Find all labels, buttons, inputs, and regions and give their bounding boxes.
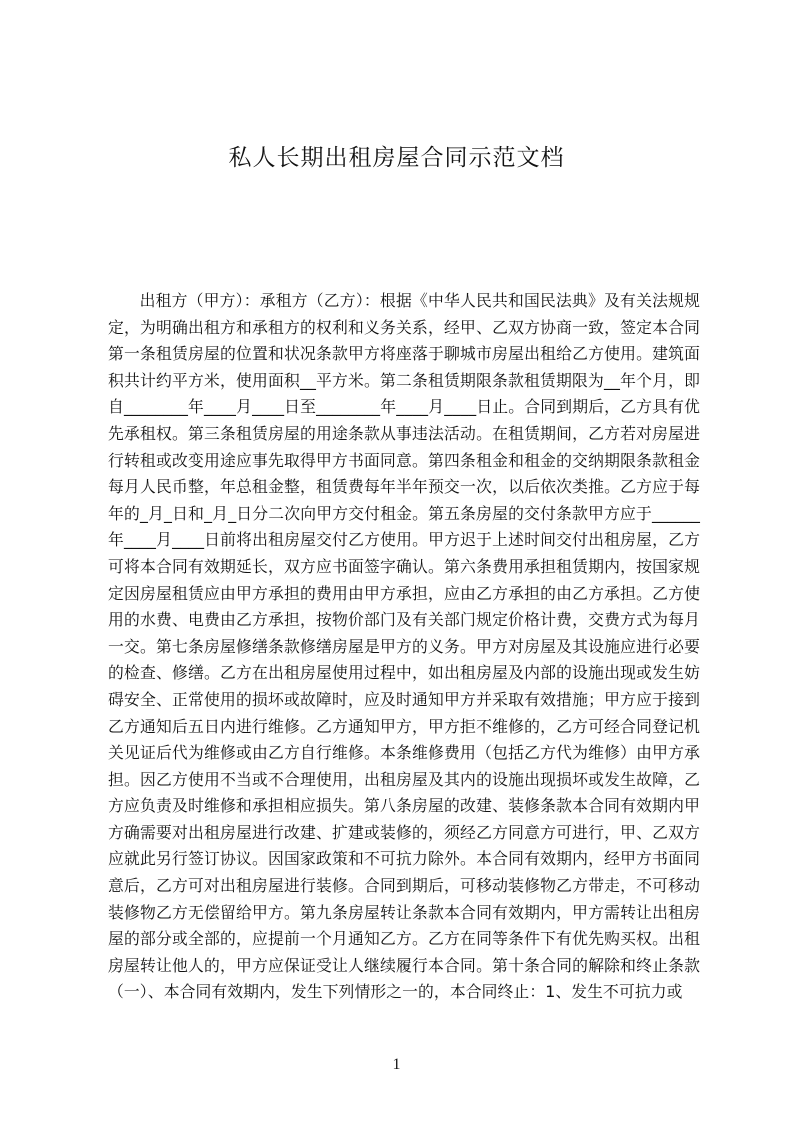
page-number: 1 — [392, 1056, 401, 1073]
contract-body-text: 出租方（甲方）：承租方（乙方）：根据《中华人民共和国民法典》及有关法规规定，为明确出租方和承租方的权利和义务关系，经甲、乙双方协商一致，签定本合同第一条租赁房屋的位置和状况条款甲方将座落于聊城市房屋出租给乙方使用。建筑面积共计约平方米，使用面积__平方米。第二条租赁期限条款租赁期限为__年个月，即自________年____月____日至________年____月____日止。合同到期后，乙方具有优先承租权。第三条租赁房屋的用途条款从事违法活动。在租赁期间，乙方若对房屋进行转租或改变用途应事先取得甲方书面同意。第四条租金和租金的交纳期限条款租金每月人民币整，年总租金整，租赁费每年半年预交一次，以后依次类推。乙方应于每年的_月_日和_月_日分二次向甲方交付租金。第五条房屋的交付条款甲方应于______年____月____日前将出租房屋交付乙方使用。甲方迟于上述时间交付出租房屋，乙方可将本合同有效期延长，双方应书面签字确认。第六条费用承担租赁期内，按国家规定因房屋租赁应由甲方承担的费用由甲方承担，应由乙方承担的由乙方承担。乙方使用的水费、电费由乙方承担，按物价部门及有关部门规定价格计费，交费方式为每月一交。第七条房屋修缮条款修缮房屋是甲方的义务。甲方对房屋及其设施应进行必要的检查、修缮。乙方在出租房屋使用过程中，如出租房屋及内部的设施出现或发生妨碍安全、正常使用的损坏或故障时，应及时通知甲方并采取有效措施；甲方应于接到乙方通知后五日内进行维修。乙方通知甲方，甲方拒不维修的，乙方可经合同登记机关见证后代为维修或由乙方自行维修。本条维修费用（包括乙方代为维修）由甲方承担。因乙方使用不当或不合理使用，出租房屋及其内的设施出现损坏或发生故障，乙方应负责及时维修和承担相应损失。第八条房屋的改建、装修条款本合同有效期内甲方确需要对出租房屋进行改建、扩建或装修的，须经乙方同意方可进行，甲、乙双方应就此另行签订协议。因国家政策和不可抗力除外。本合同有效期内，经甲方书面同意后，乙方可对出租房屋进行装修。合同到期后，可移动装修物乙方带走，不可移动装修物乙方无偿留给甲方。第九条房屋转让条款本合同有效期内，甲方需转让出租房屋的部分或全部的，应提前一个月通知乙方。乙方在同等条件下有优先购买权。出租房屋转让他人的，甲方应保证受让人继续履行本合同。第十条合同的解除和终止条款（一）、本合同有效期内，发生下列情形之一的，本合同终止：1、发生不可抗力或 — [108, 291, 700, 1002]
document-title: 私人长期出租房屋合同示范文档 — [228, 145, 565, 171]
